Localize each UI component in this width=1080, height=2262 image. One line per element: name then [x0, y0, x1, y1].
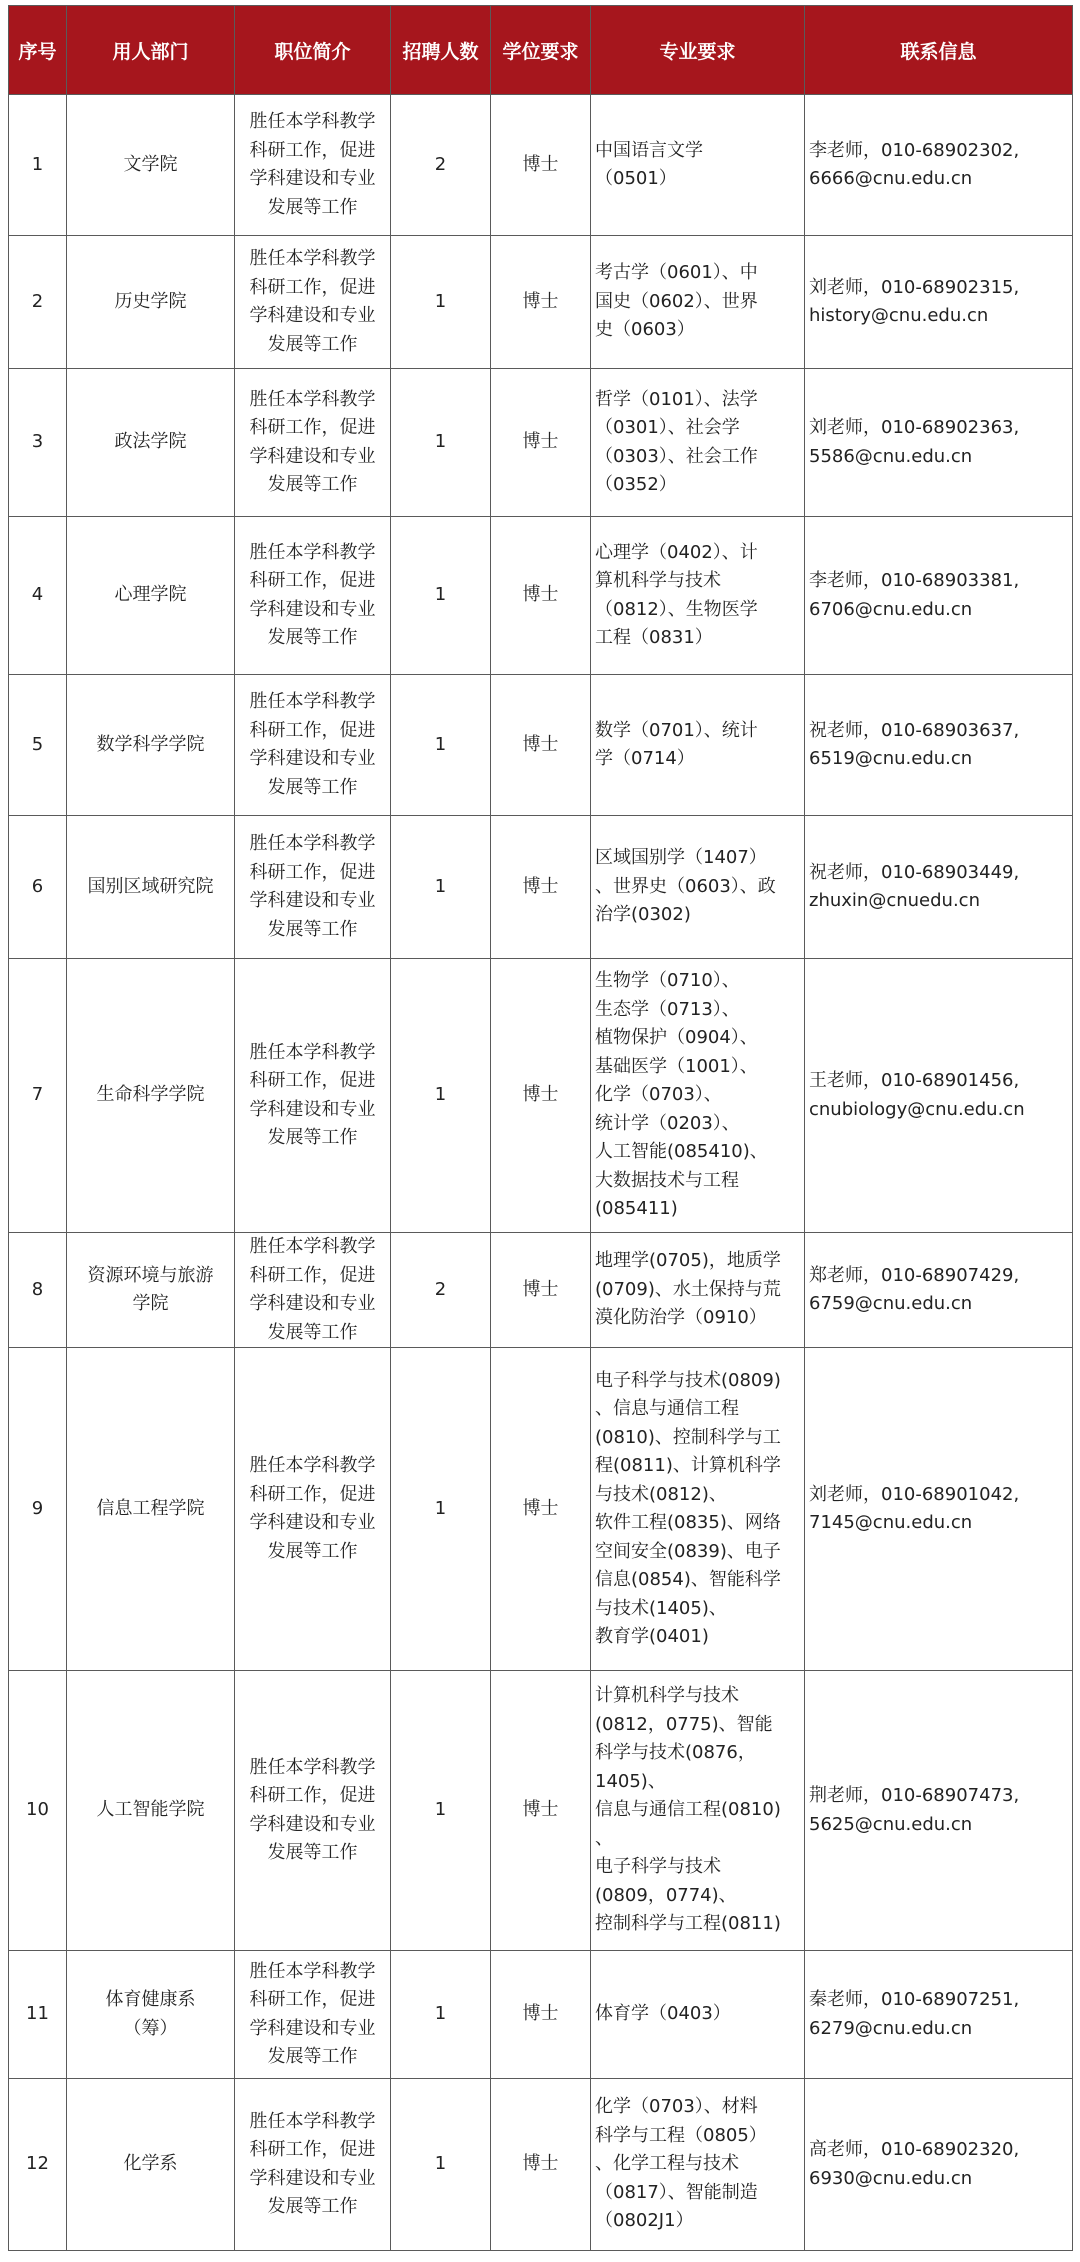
table-row [9, 1233, 1073, 1348]
cell-dept [67, 236, 235, 369]
cell-dept [67, 1233, 235, 1348]
department: 国别区域研究院 [87, 875, 214, 897]
contact-info: 祝老师，010-68903449, zhuxin@cnuedu.cn [809, 861, 1020, 911]
cell-no [9, 369, 67, 517]
hire-count: 1 [434, 431, 447, 453]
cell-contact [805, 369, 1073, 517]
position-description: 胜任本学科教学 科研工作，促进 学科建设和专业 发展等工作 [249, 388, 376, 495]
header-major: 专业要求 [591, 6, 805, 95]
cell-desc [235, 1951, 391, 2079]
cell-degree [491, 95, 591, 236]
cell-desc [235, 1348, 391, 1671]
hire-count: 1 [434, 1799, 447, 1821]
degree-requirement: 博士 [522, 153, 559, 175]
position-description: 胜任本学科教学 科研工作，促进 学科建设和专业 发展等工作 [249, 833, 376, 940]
table-row [9, 95, 1073, 236]
row-number: 10 [26, 1799, 49, 1821]
cell-degree [491, 1951, 591, 2079]
cell-desc [235, 959, 391, 1233]
cell-dept [67, 1348, 235, 1671]
position-description: 胜任本学科教学 科研工作，促进 学科建设和专业 发展等工作 [249, 1455, 376, 1562]
header-contact: 联系信息 [805, 6, 1073, 95]
hire-count: 1 [434, 733, 447, 755]
header-degree: 学位要求 [491, 6, 591, 95]
cell-contact [805, 1671, 1073, 1951]
cell-no [9, 959, 67, 1233]
major-requirement: 考古学（0601）、中 国史（0602）、世界 史（0603） [595, 262, 758, 341]
cell-desc [235, 2079, 391, 2251]
row-number: 12 [26, 2153, 49, 2175]
header-no: 序号 [9, 6, 67, 95]
table-row [9, 816, 1073, 959]
department: 政法学院 [114, 431, 187, 453]
cell-no [9, 675, 67, 816]
department: 生命科学学院 [96, 1084, 205, 1106]
degree-requirement: 博士 [522, 1084, 559, 1106]
table-header-row [9, 6, 1073, 95]
cell-degree [491, 1233, 591, 1348]
major-requirement: 中国语言文学 （0501） [595, 139, 703, 189]
row-number: 11 [26, 2003, 49, 2025]
contact-info: 荆老师，010-68907473, 5625@cnu.edu.cn [809, 1785, 1020, 1835]
major-requirement: 心理学（0402）、计 算机科学与技术 （0812）、生物医学 工程（0831） [595, 541, 758, 648]
degree-requirement: 博士 [522, 2003, 559, 2025]
hire-count: 2 [434, 1278, 447, 1300]
cell-degree [491, 675, 591, 816]
hire-count: 1 [434, 584, 447, 606]
cell-major [591, 95, 805, 236]
major-requirement: 化学（0703）、材料 科学与工程（0805） 、化学工程与技术 （0817）、智能制造 （0802J1） [595, 2096, 767, 2232]
cell-no [9, 1348, 67, 1671]
hire-count: 1 [434, 2003, 447, 2025]
department: 心理学院 [114, 584, 187, 606]
cell-major [591, 236, 805, 369]
department: 文学院 [123, 153, 178, 175]
department: 信息工程学院 [96, 1497, 205, 1519]
row-number: 3 [31, 431, 44, 453]
cell-major [591, 816, 805, 959]
cell-contact [805, 1348, 1073, 1671]
cell-major [591, 2079, 805, 2251]
table-row [9, 1951, 1073, 2079]
table-row [9, 369, 1073, 517]
row-number: 5 [31, 733, 44, 755]
table-row [9, 675, 1073, 816]
hire-count: 1 [434, 1084, 447, 1106]
contact-info: 秦老师，010-68907251, 6279@cnu.edu.cn [809, 1989, 1020, 2039]
header-dept: 用人部门 [67, 6, 235, 95]
degree-requirement: 博士 [522, 290, 559, 312]
recruitment-table [8, 5, 1073, 2251]
cell-major [591, 959, 805, 1233]
cell-no [9, 95, 67, 236]
table-row [9, 959, 1073, 1233]
cell-no [9, 816, 67, 959]
cell-no [9, 1951, 67, 2079]
cell-major [591, 1233, 805, 1348]
cell-count [391, 1671, 491, 1951]
cell-no [9, 236, 67, 369]
cell-contact [805, 675, 1073, 816]
contact-info: 李老师，010-68903381, 6706@cnu.edu.cn [809, 570, 1020, 620]
major-requirement: 数学（0701）、统计 学（0714） [595, 719, 758, 769]
row-number: 4 [31, 584, 44, 606]
cell-desc [235, 369, 391, 517]
cell-count [391, 236, 491, 369]
row-number: 6 [31, 875, 44, 897]
degree-requirement: 博士 [522, 2153, 559, 2175]
cell-count [391, 517, 491, 675]
contact-info: 刘老师，010-68901042, 7145@cnu.edu.cn [809, 1483, 1020, 1533]
department: 人工智能学院 [96, 1799, 205, 1821]
cell-contact [805, 1951, 1073, 2079]
position-description: 胜任本学科教学 科研工作，促进 学科建设和专业 发展等工作 [249, 1236, 376, 1343]
table-row [9, 517, 1073, 675]
cell-desc [235, 1671, 391, 1951]
recruitment-table-container [8, 5, 1072, 2251]
contact-info: 祝老师，010-68903637, 6519@cnu.edu.cn [809, 719, 1020, 769]
cell-count [391, 2079, 491, 2251]
major-requirement: 计算机科学与技术 (0812，0775)、智能 科学与技术(0876， 1405)、 信息与通信工程(0810) 、 电子科学与技术 (0809，0774)、 控制科学与工程(0811) [595, 1685, 781, 1935]
cell-no [9, 517, 67, 675]
cell-dept [67, 369, 235, 517]
department: 数学科学学院 [96, 733, 205, 755]
cell-contact [805, 517, 1073, 675]
department: 化学系 [123, 2153, 178, 2175]
header-count: 招聘人数 [391, 6, 491, 95]
cell-major [591, 675, 805, 816]
row-number: 7 [31, 1084, 44, 1106]
cell-degree [491, 517, 591, 675]
cell-dept [67, 959, 235, 1233]
cell-no [9, 1233, 67, 1348]
cell-contact [805, 2079, 1073, 2251]
header-desc: 职位简介 [235, 6, 391, 95]
cell-no [9, 1671, 67, 1951]
cell-desc [235, 236, 391, 369]
degree-requirement: 博士 [522, 431, 559, 453]
cell-contact [805, 236, 1073, 369]
cell-major [591, 1348, 805, 1671]
cell-contact [805, 959, 1073, 1233]
cell-degree [491, 816, 591, 959]
position-description: 胜任本学科教学 科研工作，促进 学科建设和专业 发展等工作 [249, 541, 376, 648]
major-requirement: 区域国别学（1407） 、世界史（0603）、政 治学(0302) [595, 847, 776, 926]
position-description: 胜任本学科教学 科研工作，促进 学科建设和专业 发展等工作 [249, 1960, 376, 2067]
cell-dept [67, 1671, 235, 1951]
cell-major [591, 517, 805, 675]
major-requirement: 地理学(0705)，地质学 (0709)、水土保持与荒 漠化防治学（0910） [595, 1250, 781, 1329]
table-row [9, 1671, 1073, 1951]
cell-dept [67, 517, 235, 675]
hire-count: 1 [434, 2153, 447, 2175]
major-requirement: 哲学（0101）、法学 （0301）、社会学 （0303）、社会工作 （0352） [595, 388, 758, 495]
cell-count [391, 1951, 491, 2079]
major-requirement: 生物学（0710）、 生态学（0713）、 植物保护（0904）、 基础医学（1001）、 化学（0703）、 统计学（0203）、 人工智能(085410)、 大数据技术与工程 (085411) [595, 970, 768, 1220]
contact-info: 高老师，010-68902320, 6930@cnu.edu.cn [809, 2139, 1020, 2189]
major-requirement: 电子科学与技术(0809) 、信息与通信工程 (0810)、控制科学与工 程(0811)、计算机科学 与技术(0812)、 软件工程(0835)、网络 空间安全(0839)、电子 信息(0854)、智能科学 与技术(1405)、 教育学(0401) [595, 1369, 781, 1647]
position-description: 胜任本学科教学 科研工作，促进 学科建设和专业 发展等工作 [249, 1756, 376, 1863]
cell-count [391, 959, 491, 1233]
cell-desc [235, 675, 391, 816]
cell-dept [67, 2079, 235, 2251]
cell-count [391, 369, 491, 517]
cell-major [591, 1671, 805, 1951]
table-row [9, 1348, 1073, 1671]
cell-contact [805, 1233, 1073, 1348]
hire-count: 1 [434, 290, 447, 312]
cell-count [391, 1348, 491, 1671]
department: 资源环境与旅游 学院 [87, 1264, 214, 1314]
degree-requirement: 博士 [522, 1799, 559, 1821]
table-row [9, 2079, 1073, 2251]
cell-desc [235, 95, 391, 236]
contact-info: 李老师，010-68902302, 6666@cnu.edu.cn [809, 139, 1020, 189]
position-description: 胜任本学科教学 科研工作，促进 学科建设和专业 发展等工作 [249, 2110, 376, 2217]
contact-info: 王老师，010-68901456, cnubiology@cnu.edu.cn [809, 1070, 1025, 1120]
cell-degree [491, 959, 591, 1233]
cell-count [391, 816, 491, 959]
contact-info: 郑老师，010-68907429, 6759@cnu.edu.cn [809, 1264, 1020, 1314]
cell-major [591, 369, 805, 517]
degree-requirement: 博士 [522, 1278, 559, 1300]
cell-contact [805, 816, 1073, 959]
cell-count [391, 675, 491, 816]
cell-dept [67, 95, 235, 236]
hire-count: 1 [434, 1497, 447, 1519]
position-description: 胜任本学科教学 科研工作，促进 学科建设和专业 发展等工作 [249, 1041, 376, 1148]
cell-no [9, 2079, 67, 2251]
cell-dept [67, 816, 235, 959]
row-number: 1 [31, 153, 44, 175]
cell-degree [491, 236, 591, 369]
cell-dept [67, 675, 235, 816]
row-number: 9 [31, 1497, 44, 1519]
degree-requirement: 博士 [522, 584, 559, 606]
table-row [9, 236, 1073, 369]
position-description: 胜任本学科教学 科研工作，促进 学科建设和专业 发展等工作 [249, 111, 376, 218]
degree-requirement: 博士 [522, 733, 559, 755]
cell-degree [491, 2079, 591, 2251]
hire-count: 2 [434, 153, 447, 175]
hire-count: 1 [434, 875, 447, 897]
position-description: 胜任本学科教学 科研工作，促进 学科建设和专业 发展等工作 [249, 248, 376, 355]
major-requirement: 体育学（0403） [595, 2003, 731, 2025]
cell-count [391, 95, 491, 236]
cell-contact [805, 95, 1073, 236]
contact-info: 刘老师，010-68902363, 5586@cnu.edu.cn [809, 417, 1020, 467]
department: 体育健康系 （筹） [105, 1989, 196, 2039]
cell-degree [491, 1671, 591, 1951]
cell-dept [67, 1951, 235, 2079]
cell-major [591, 1951, 805, 2079]
row-number: 2 [31, 290, 44, 312]
cell-degree [491, 369, 591, 517]
department: 历史学院 [114, 290, 187, 312]
cell-count [391, 1233, 491, 1348]
degree-requirement: 博士 [522, 1497, 559, 1519]
row-number: 8 [31, 1278, 44, 1300]
degree-requirement: 博士 [522, 875, 559, 897]
contact-info: 刘老师，010-68902315, history@cnu.edu.cn [809, 276, 1020, 326]
position-description: 胜任本学科教学 科研工作，促进 学科建设和专业 发展等工作 [249, 691, 376, 798]
cell-desc [235, 517, 391, 675]
cell-desc [235, 816, 391, 959]
cell-desc [235, 1233, 391, 1348]
cell-degree [491, 1348, 591, 1671]
